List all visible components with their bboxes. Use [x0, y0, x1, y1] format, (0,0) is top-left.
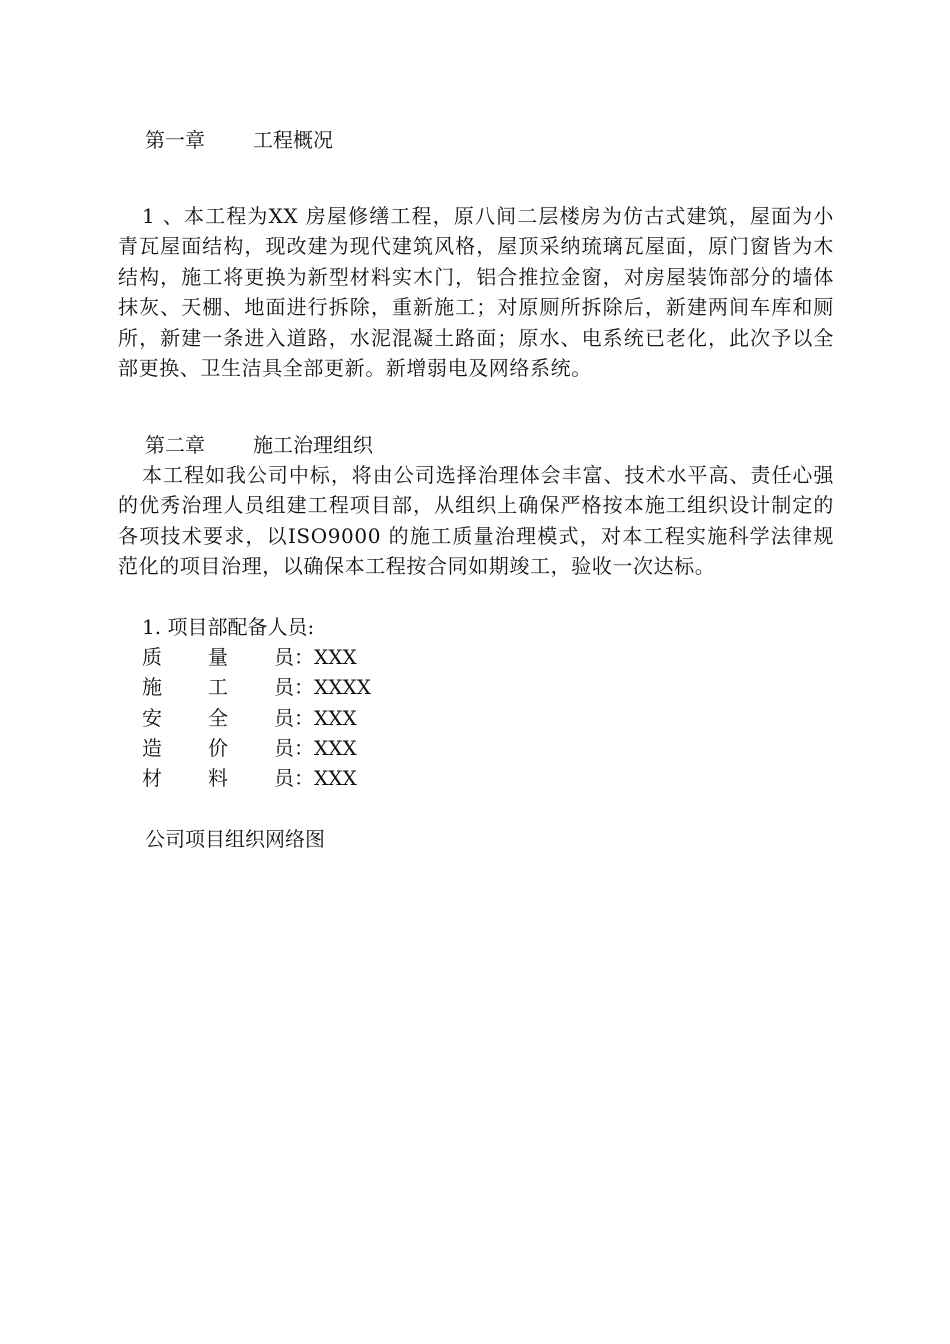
staff-row-construction: 施 工 员：XXXX	[142, 675, 371, 700]
staffing-heading: 1. 项目部配备人员:	[142, 615, 315, 639]
chapter-1-number: 第一章	[145, 128, 205, 152]
chapter-1-heading	[145, 125, 333, 155]
staffing-list	[142, 642, 371, 793]
chapter-1-title: 工程概况	[253, 128, 333, 152]
org-chart-caption: 公司项目组织网络图	[145, 827, 325, 851]
staff-row-safety: 安 全 员：XXX	[142, 705, 357, 730]
staff-row-cost: 造 价 员：XXX	[142, 735, 357, 760]
staff-row-quality: 质 量 员：XXX	[142, 645, 357, 669]
chapter-2-heading	[145, 430, 373, 460]
project-overview-paragraph: 1 、本工程为XX 房屋修缮工程，原八间二层楼房为仿古式建筑，屋面为小青瓦屋面结构，现改建为现代建筑风格，屋顶采纳琉璃瓦屋面，原门窗皆为木结构，施工将更换为新型材料实木门，铝合推拉金窗，对房屋装饰部分的墙体抹灰、天棚、地面进行拆除，重新施工；对原厕所拆除后，新建两间车库和厕所，新建一条进入道路，水泥混凝土路面；原水、电系统已老化，此次予以全部更换、卫生洁具全部更新。新增弱电及网络系统。	[118, 204, 834, 381]
chapter-2-title: 施工治理组织	[253, 433, 373, 457]
staff-row-materials: 材 料 员：XXX	[142, 766, 357, 791]
chapter-2-number: 第二章	[145, 433, 205, 457]
management-organization-paragraph: 本工程如我公司中标，将由公司选择治理体会丰富、技术水平高、责任心强的优秀治理人员组建工程项目部，从组织上确保严格按本施工组织设计制定的各项技术要求，以ISO9000 的施工质量治理模式，对本工程实施科学法律规范化的项目治理，以确保本工程按合同如期竣工，验收一次达标。	[118, 463, 834, 579]
